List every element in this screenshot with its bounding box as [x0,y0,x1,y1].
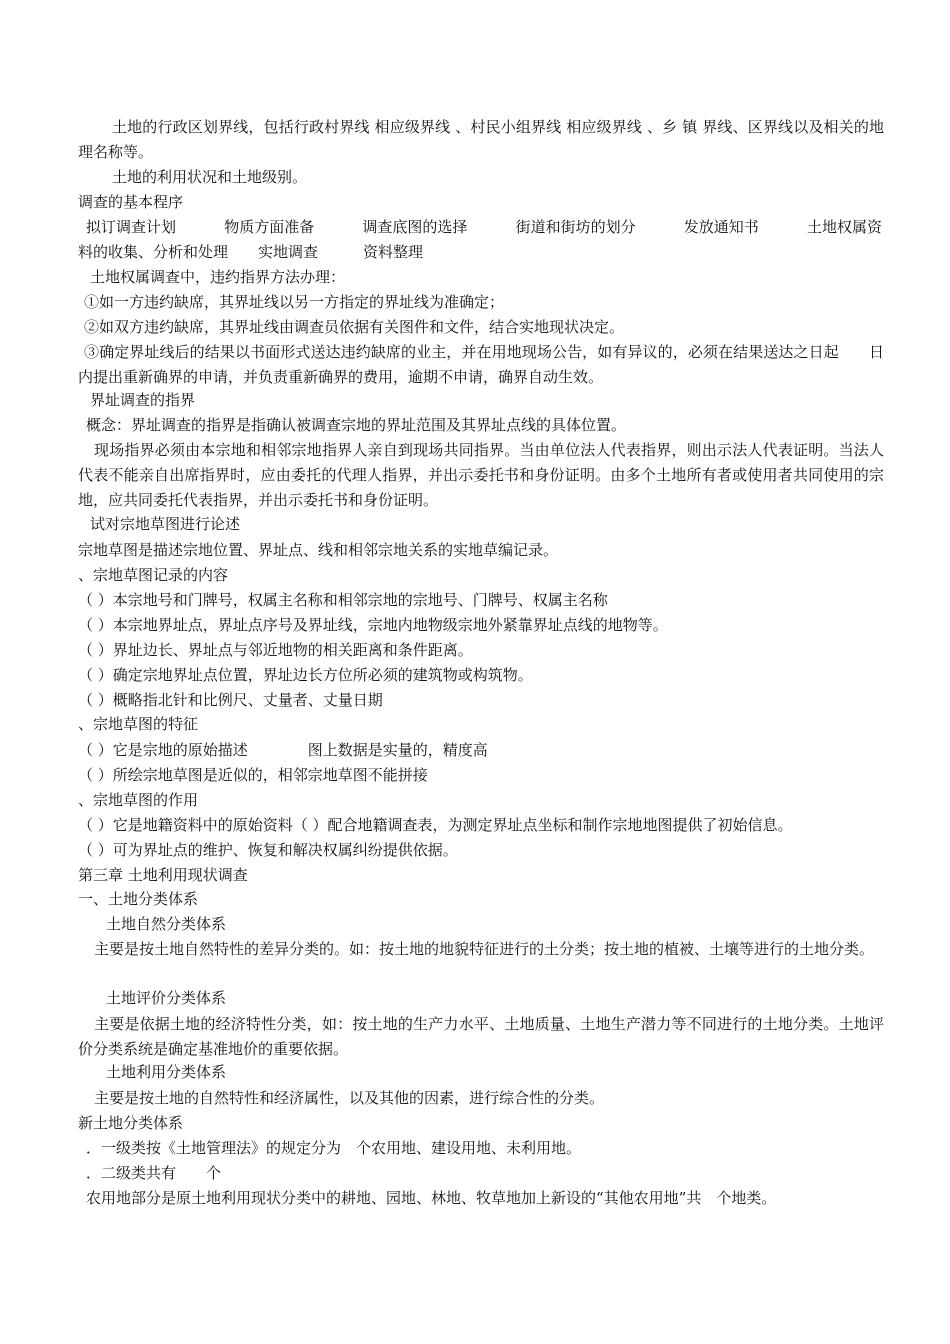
paragraph-admin-boundary: 土地的行政区划界线，包括行政村界线 相应级界线 、村民小组界线 相应级界线 、乡 镇 界线、区界线以及相关的地理名称等。 [78,118,884,161]
procedure-step: 拟订调查计划 [86,218,177,236]
content-item: （ ）确定宗地界址点位置，界址边长方位所必须的建筑物或构筑物。 [78,666,533,684]
procedure-step: 土地权属资 [806,218,882,236]
violation-item-2: ②如双方违约缺席，其界址线由调查员依据有关图件和文件，结合实地现状决定。 [84,318,625,336]
new-classification-item: 农用地部分是原土地利用现状分类中的耕地、园地、林地、牧草地加上新设的“其他农用地”共 个地类。 [86,1189,777,1207]
heading-parcel-sketch: 试对宗地草图进行论述 [90,515,241,533]
feature-item: （ ）它是宗地的原始描述 图上数据是实量的，精度高 [78,741,488,759]
subheading-natural-classification: 土地自然分类体系 [106,915,227,933]
heading-basic-procedure: 调查的基本程序 [78,193,184,211]
new-classification-item: ．二级类共有 个 [86,1164,222,1182]
use-classification-paragraph: 主要是按土地的自然特性和经济属性，以及其他的因素，进行综合性的分类。 [94,1089,605,1107]
onsite-pointing-paragraph: 现场指界必须由本宗地和相邻宗地指界人亲自到现场共同指界。当由单位法人代表指界，则出示法人代表证明。当法人代表不能亲自出席指界时，应由委托的代理人指界，并出示委托书和身份证明。由多个土地所有者或使用者共同使用的宗地，应共同委托代表指界，并出示委托书和身份证明。 [78,441,884,509]
use-item: （ ）可为界址点的维护、恢复和解决权属纠纷提供依据。 [78,841,458,859]
procedure-steps [86,215,882,240]
new-classification-item: ．一级类按《土地管理法》的规定分为 个农用地、建设用地、未利用地。 [86,1139,582,1157]
feature-item: （ ）所绘宗地草图是近似的，相邻宗地草图不能拼接 [78,766,428,784]
evaluation-classification-paragraph: 主要是依据土地的经济特性分类，如：按土地的生产力水平、土地质量、土地生产潜力等不同进行的土地分类。土地评价分类系统是确定基准地价的重要依据。 [78,1015,884,1058]
heading-boundary-pointing: 界址调查的指界 [90,391,196,409]
heading-sketch-content: 、宗地草图记录的内容 [78,566,229,584]
procedure-step: 物质方面准备 [224,218,315,236]
chapter-heading: 第三章 土地利用现状调查 [78,866,248,884]
heading-violation-method: 土地权属调查中，违约指界方法办理： [90,268,346,286]
content-item: （ ）概略指北针和比例尺、丈量者、丈量日期 [78,691,383,709]
paragraph-land-use-status: 土地的利用状况和土地级别。 [112,168,308,186]
procedure-step: 街道和街坊的划分 [515,218,636,236]
subheading-use-classification: 土地利用分类体系 [106,1063,227,1081]
section-heading: 一、土地分类体系 [78,890,199,908]
procedure-step: 发放通知书 [683,218,759,236]
content-item: （ ）本宗地界址点，界址点序号及界址线，宗地内地物级宗地外紧靠界址点线的地物等。 [78,616,668,634]
procedure-step: 调查底图的选择 [362,218,468,236]
violation-item-3: ③确定界址线后的结果以书面形式送达违约缺席的业主，并在用地现场公告，如有异议的，必须在结果送达之日起 日内提出重新确界的申请，并负责重新确界的费用，逾期不申请，确界自动生效。 [78,343,884,386]
heading-sketch-uses: 、宗地草图的作用 [78,791,199,809]
violation-item-1: ①如一方违约缺席，其界址线以另一方指定的界址线为准确定； [84,293,505,311]
heading-new-classification: 新土地分类体系 [78,1114,184,1132]
content-item: （ ）界址边长、界址点与邻近地物的相关距离和条件距离。 [78,641,473,659]
boundary-concept: 概念：界址调查的指界是指确认被调查宗地的界址范围及其界址点线的具体位置。 [86,416,627,434]
parcel-sketch-definition: 宗地草图是描述宗地位置、界址点、线和相邻宗地关系的实地草编记录。 [78,541,559,559]
content-item: （ ）本宗地号和门牌号，权属主名称和相邻宗地的宗地号、门牌号、权属主名称 [78,591,608,609]
use-item: （ ）它是地籍资料中的原始资料（ ）配合地籍调查表，为测定界址点坐标和制作宗地地图提供了初始信息。 [78,816,793,834]
subheading-evaluation-classification: 土地评价分类体系 [106,989,227,1007]
procedure-steps-continued: 料的收集、分析和处理 实地调查 资料整理 [78,243,424,261]
natural-classification-paragraph: 主要是按土地自然特性的差异分类的。如：按土地的地貌特征进行的土分类；按土地的植被、土壤等进行的土地分类。 [94,940,875,958]
heading-sketch-features: 、宗地草图的特征 [78,715,199,733]
